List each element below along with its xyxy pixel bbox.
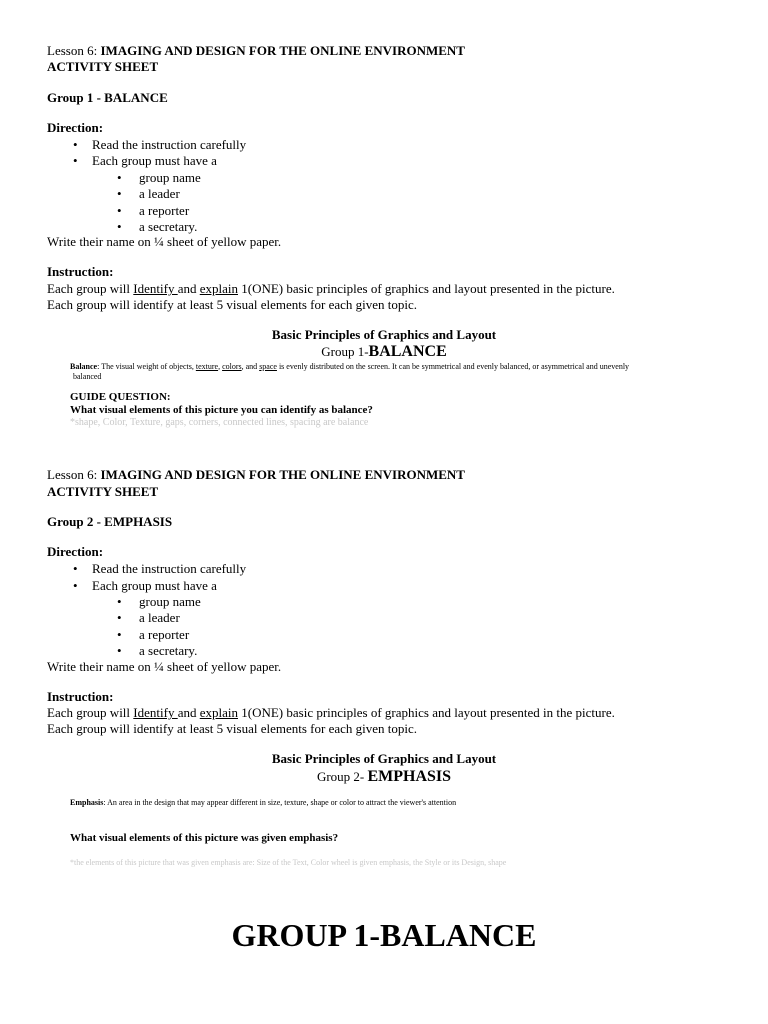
- bullet-icon: •: [73, 578, 78, 593]
- emphasis-definition: [70, 798, 456, 807]
- sub-item: group name: [139, 594, 201, 609]
- group-topic: BALANCE: [368, 343, 447, 360]
- guide-answer: *shape, Color, Texture, gaps, corners, connected lines, spacing are balance: [70, 417, 369, 428]
- principles-title: Basic Principles of Graphics and Layout: [271, 751, 497, 766]
- instr-text: and: [177, 705, 200, 720]
- group-heading: Group 2 - EMPHASIS: [47, 514, 173, 529]
- bullet-icon: •: [117, 610, 122, 625]
- identify-word: Identify: [133, 281, 178, 296]
- bullet-icon: •: [117, 203, 122, 218]
- guide-heading: GUIDE QUESTION:: [70, 391, 171, 403]
- lesson-prefix: Lesson 6:: [47, 467, 98, 482]
- instruction-line-1: [47, 281, 615, 297]
- instruction-heading: Instruction:: [47, 264, 114, 279]
- lesson-title: IMAGING AND DESIGN FOR THE ONLINE ENVIRONMENT: [100, 467, 465, 482]
- def-term: Emphasis: [70, 798, 104, 807]
- identify-word: Identify: [133, 705, 178, 720]
- activity-label: ACTIVITY SHEET: [47, 59, 159, 74]
- sub-item: a leader: [139, 186, 180, 201]
- instr-text: Each group will: [47, 705, 134, 720]
- lesson-line: [47, 467, 465, 483]
- sub-item: a reporter: [139, 627, 190, 642]
- bullet-icon: •: [117, 643, 122, 658]
- direction-item: Read the instruction carefully: [92, 561, 247, 576]
- instr-text: Each group will: [47, 281, 134, 296]
- sub-item: a leader: [139, 610, 180, 625]
- balance-definition-cont: balanced: [73, 372, 102, 381]
- instruction-line-1: [47, 705, 615, 721]
- footer-title: GROUP 1-BALANCE: [231, 917, 537, 953]
- direction-heading: Direction:: [47, 120, 104, 135]
- instr-text: and: [177, 281, 200, 296]
- direction-item: Read the instruction carefully: [92, 137, 247, 152]
- sub-item: a reporter: [139, 203, 190, 218]
- activity-label: ACTIVITY SHEET: [47, 484, 159, 499]
- sub-item: a secretary.: [139, 643, 198, 658]
- lesson-prefix: Lesson 6:: [47, 43, 98, 58]
- instruction-line-2: Each group will identify at least 5 visual elements for each given topic.: [47, 721, 418, 736]
- guide-question: What visual elements of this picture you can identify as balance?: [70, 404, 373, 416]
- bullet-icon: •: [117, 186, 122, 201]
- explain-word: explain: [199, 705, 238, 720]
- bullet-icon: •: [117, 219, 122, 234]
- balance-definition: [70, 362, 629, 371]
- bullet-icon: •: [73, 153, 78, 168]
- question: What visual elements of this picture was given emphasis?: [70, 832, 339, 844]
- write-line: Write their name on ¼ sheet of yellow paper.: [47, 234, 282, 249]
- bullet-icon: •: [73, 561, 78, 576]
- principles-title: Basic Principles of Graphics and Layout: [271, 327, 497, 342]
- direction-item: Each group must have a: [92, 153, 217, 168]
- def-text: ,: [218, 362, 223, 371]
- def-term: Balance: [70, 362, 98, 371]
- instruction-line-2: Each group will identify at least 5 visual elements for each given topic.: [47, 297, 418, 312]
- sub-item: a secretary.: [139, 219, 198, 234]
- bullet-icon: •: [117, 594, 122, 609]
- bullet-icon: •: [117, 627, 122, 642]
- lesson-line: [47, 43, 465, 59]
- instruction-heading: Instruction:: [47, 689, 114, 704]
- sub-item: group name: [139, 170, 201, 185]
- answer: *the elements of this picture that was given emphasis are: Size of the Text, Color wheel is given emphasis, the Style or its Design, shape: [70, 858, 507, 867]
- instr-text: 1(ONE) basic principles of graphics and layout presented in the picture.: [238, 705, 615, 720]
- explain-word: explain: [199, 281, 238, 296]
- def-link-word: space: [259, 362, 277, 371]
- write-line: Write their name on ¼ sheet of yellow paper.: [47, 659, 282, 674]
- group-topic-line: [0, 343, 768, 361]
- def-text: : The visual weight of objects,: [97, 362, 196, 371]
- instr-text: 1(ONE) basic principles of graphics and layout presented in the picture.: [238, 281, 615, 296]
- group-heading: Group 1 - BALANCE: [47, 90, 168, 105]
- group-prefix: Group 1-: [321, 344, 369, 359]
- def-text: is evenly distributed on the screen. It can be symmetrical and evenly balanced, or asymmetrical and unevenly: [276, 362, 630, 371]
- direction-item: Each group must have a: [92, 578, 217, 593]
- def-text: , and: [241, 362, 260, 371]
- group-topic: EMPHASIS: [367, 768, 452, 785]
- def-link-word: colors: [222, 362, 242, 371]
- lesson-title: IMAGING AND DESIGN FOR THE ONLINE ENVIRONMENT: [100, 43, 465, 58]
- def-text: : An area in the design that may appear different in size, texture, shape or color to attract the viewer's attention: [103, 798, 457, 807]
- group-topic-line: [0, 768, 768, 786]
- group-prefix: Group 2-: [316, 769, 368, 784]
- bullet-icon: •: [117, 170, 122, 185]
- bullet-icon: •: [73, 137, 78, 152]
- def-link-word: texture: [195, 362, 219, 371]
- direction-heading: Direction:: [47, 544, 104, 559]
